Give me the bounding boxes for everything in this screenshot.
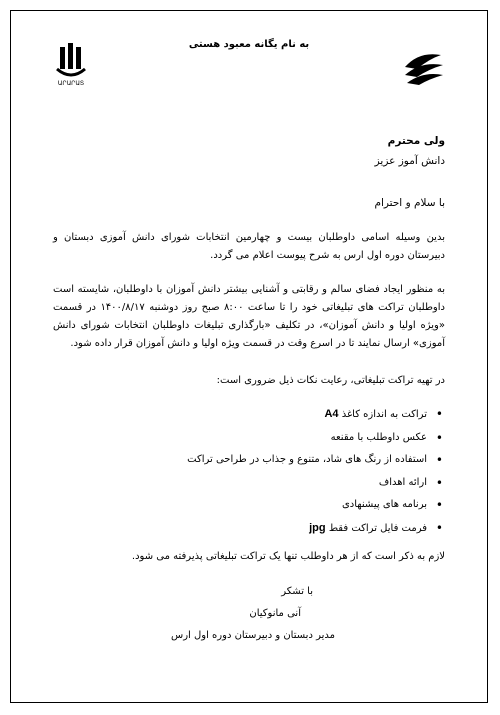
signature-thanks: با تشکر <box>281 586 313 597</box>
paragraph-instructions: به منظور ایجاد فضای سالم و رقابتی و آشنایی بیشتر دانش آموزان با داوطلبان، شایسته است داوطلبان تراکت های تبلیغاتی خود را تا ساعت ۸:۰۰ صبح روز دوشنبه ۱۴۰۰/۸/۱۷ در قسمت «ویژه اولیا و دانش آموزان»، در تکلیف «بارگذاری تبلیغات داوطلبان انتخابات شورای دانش آموزی» ارسال نمایند تا در اسرع وقت در قسمت ویژه اولیا و دانش آموزان قرار داده شود. <box>53 284 445 349</box>
signature-block <box>171 581 335 647</box>
note: لازم به ذکر است که از هر داوطلب تنها یک تراکت تبلیغاتی پذیرفته می شود. <box>131 551 445 562</box>
list-item: • برنامه های پیشنهادی <box>187 494 445 517</box>
recipient-subtitle: دانش آموز عزیز <box>374 155 445 167</box>
list-item: • فرمت فایل تراکت فقط jpg <box>187 517 445 541</box>
list-item: • عکس داوطلب با مقنعه <box>187 427 445 450</box>
requirements-list <box>187 403 445 540</box>
list-item: • ارائه اهداف <box>187 472 445 495</box>
logo-text: ԱՐԱՐԱՏ <box>57 80 85 87</box>
list-item: • استفاده از رنگ های شاد، متنوع و جذاب در طراحی تراکت <box>187 449 445 472</box>
list-item: • تراکت به اندازه کاغذ A4 <box>187 403 445 427</box>
document-page <box>10 10 488 703</box>
ministry-logo-icon <box>399 45 447 89</box>
signature-name: آنی مانوکیان <box>249 608 301 619</box>
list-intro: در تهیه تراکت تبلیغاتی، رعایت نکات ذیل ضروری است: <box>216 375 445 386</box>
header-title: به نام یگانه معبود هستی <box>188 39 310 50</box>
paragraph-announcement: بدین وسیله اسامی داوطلبان بیست و چهارمین انتخابات شورای دانش آموزی دبستان و دبیرستان دوره اول ارس به شرح پیوست اعلام می گردد. <box>53 232 445 261</box>
signature-role: مدیر دبستان و دبیرستان دوره اول ارس <box>171 630 335 641</box>
greeting: با سلام و احترام <box>374 197 445 209</box>
recipient-block <box>375 131 445 171</box>
recipient-title: ولی محترم <box>387 135 445 147</box>
